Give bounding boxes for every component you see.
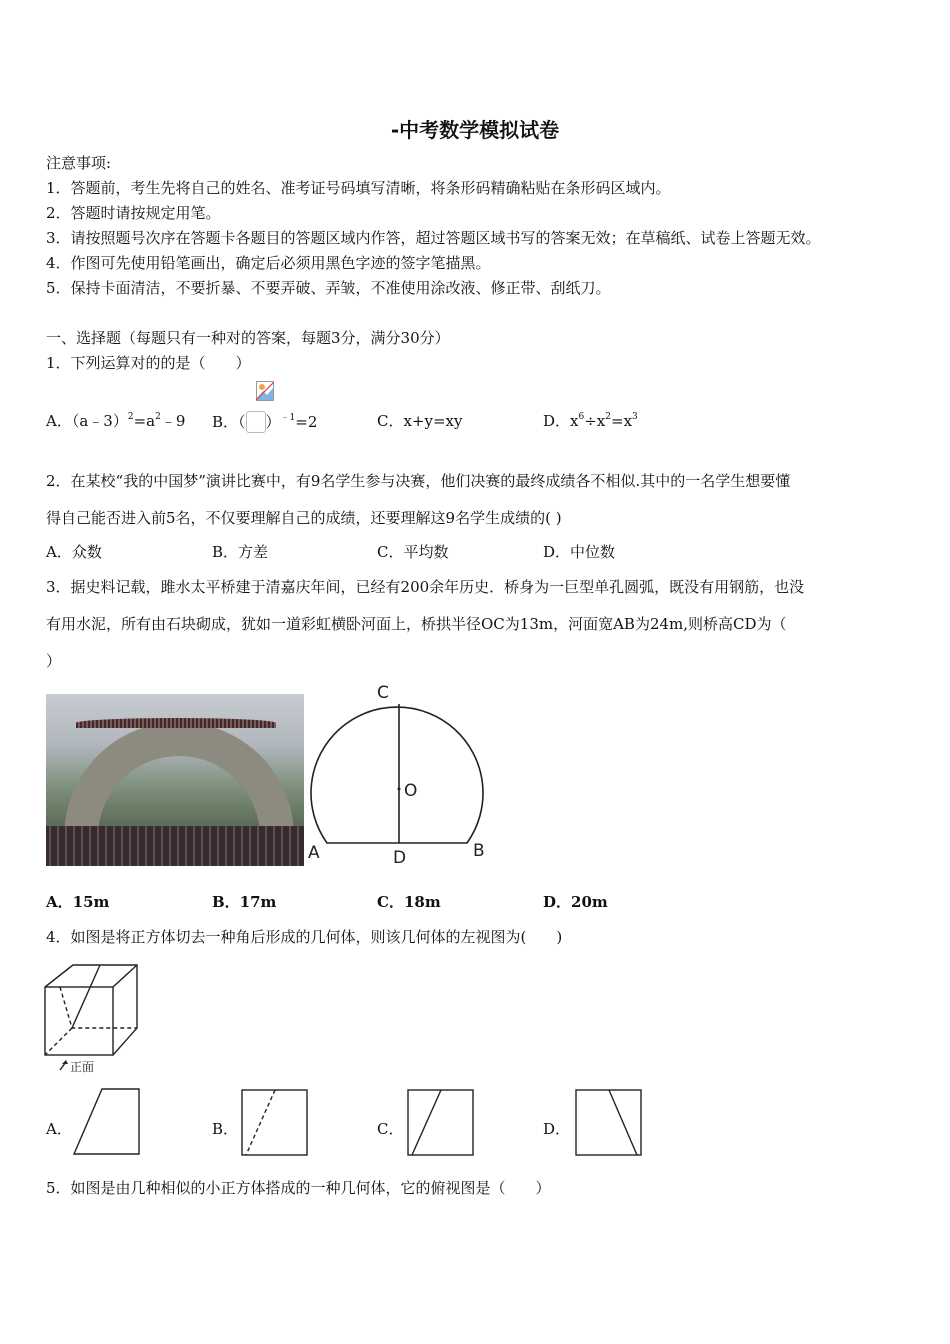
notice-item: 5．保持卡面清洁，不要折暴、不要弄破、弄皱，不准使用涂改液、修正带、刮纸刀。 (46, 279, 611, 297)
q3-stem-line2: 有用水泥，所有由石块砌成，犹如一道彩虹横卧河面上，桥拱半径OC为13m，河面宽AB为24m,则桥高CD为（ (46, 615, 787, 633)
q1-option-d: D．$x^6\div x^2=x^3$ (543, 412, 638, 430)
notice-item: 1．答题前，考生先将自己的姓名、准考证号码填写清晰，将条形码精确粘贴在条形码区域内。 (46, 179, 671, 197)
q2-stem-line1: 2．在某校“我的中国梦”演讲比赛中，有9名学生参与决赛，他们决赛的最终成绩各不相似.其中的一名学生想要懂 (46, 472, 791, 490)
label-o: O (404, 781, 418, 801)
q1-option-a: A．$(a﹣3)^2=a^2﹣9$ (46, 412, 186, 430)
q4-stem: 4．如图是将正方体切去一种角后形成的几何体，则该几何体的左视图为( ) (46, 928, 563, 946)
label-a: A (308, 843, 320, 863)
q4-option-b-label: B． (212, 1120, 239, 1138)
q3-stem-line1: 3．据史料记载，雎水太平桥建于清嘉庆年间，已经有200余年历史．桥身为一巨型单孔圆弧，既没有用钢筋，也没 (46, 578, 805, 596)
q4-option-a-figure (72, 1088, 142, 1156)
q2-option-b: B．方差 (212, 543, 269, 561)
cube-figure (40, 960, 150, 1080)
q1-stem: 1．下列运算对的的是（ ） (46, 354, 251, 372)
bridge-photo (46, 694, 304, 866)
q2-option-a: A．众数 (46, 543, 102, 561)
arch-diagram (305, 678, 495, 868)
q3-option-d: D．20m (543, 893, 608, 911)
notice-item: 2．答题时请按规定用笔。 (46, 204, 221, 222)
label-d: D (393, 848, 407, 868)
q5-stem: 5．如图是由几种相似的小正方体搭成的一种几何体，它的俯视图是（ ） (46, 1179, 551, 1197)
notice-item: 4．作图可先使用铅笔画出，确定后必须用黑色字迹的签字笔描黑。 (46, 254, 491, 272)
q2-option-c: C．平均数 (377, 543, 449, 561)
q2-stem-line2: 得自己能否进入前5名，不仅要理解自己的成绩，还要理解这9名学生成绩的( ) (46, 509, 562, 527)
q3-option-b: B．17m (212, 893, 277, 911)
notice-heading: 注意事项: (46, 154, 112, 172)
q3-stem-line3: ） (46, 652, 62, 670)
notice-item: 3．请按照题号次序在答题卡各题目的答题区域内作答，超过答题区域书写的答案无效；在草稿纸、试卷上答题无效。 (46, 229, 821, 247)
q3-option-a: A．15m (46, 893, 110, 911)
q4-option-a-label: A． (46, 1120, 72, 1138)
q4-option-d-label: D． (543, 1120, 571, 1138)
section-heading: 一、选择题（每题只有一种对的答案，每题3分，满分30分） (46, 329, 450, 347)
q2-option-d: D．中位数 (543, 543, 616, 561)
q4-option-c-label: C． (377, 1120, 404, 1138)
front-label: 正面 (70, 1060, 95, 1074)
page-title: -中考数学模拟试卷 (390, 118, 560, 142)
broken-image-icon (256, 381, 274, 401)
q4-option-c-figure (407, 1089, 475, 1157)
image-placeholder-icon (246, 411, 266, 433)
label-c: C (377, 683, 389, 703)
q4-option-d-figure (575, 1089, 643, 1157)
q1-option-c: C．x+y=xy (377, 412, 463, 430)
q4-option-b-figure (241, 1089, 309, 1157)
q3-option-c: C．18m (377, 893, 441, 911)
q1-option-b: B．（ ）$^{﹣1}$=2 (212, 413, 318, 431)
label-b: B (473, 841, 485, 861)
